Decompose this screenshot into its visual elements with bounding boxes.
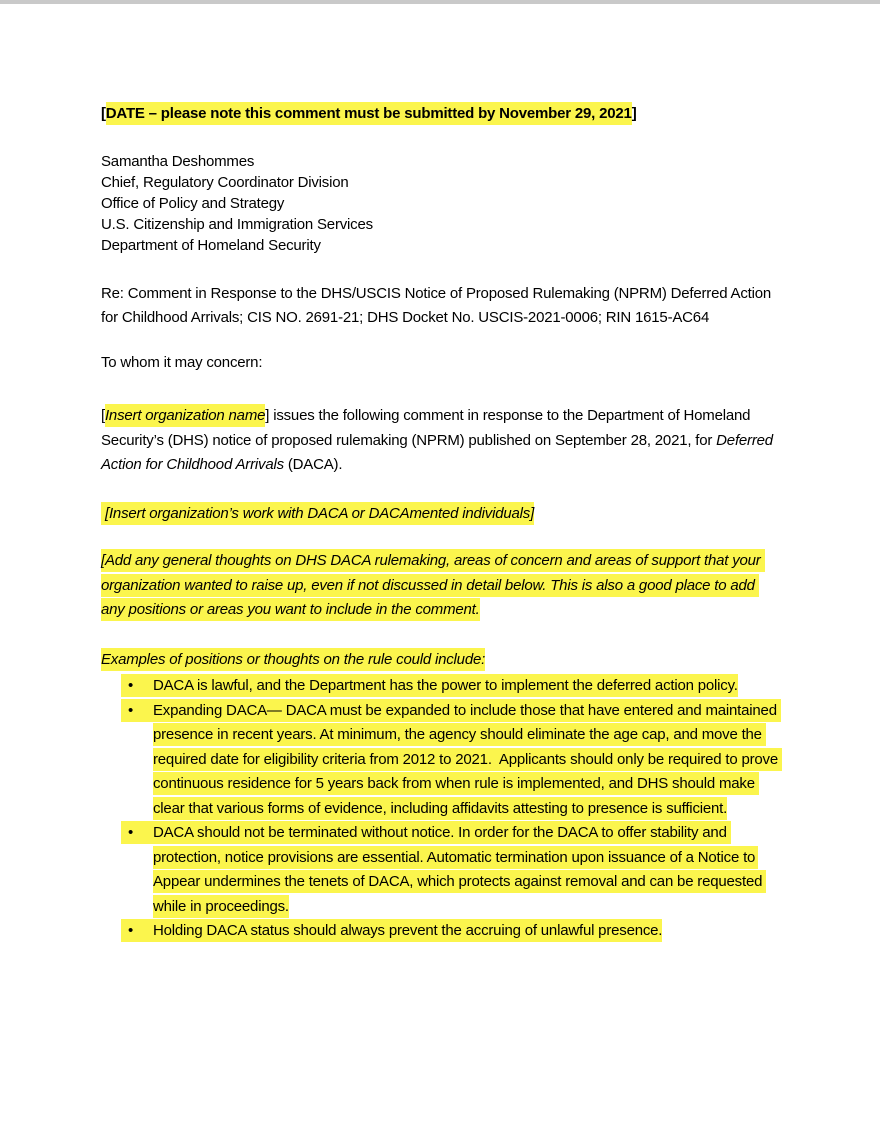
- date-line: [101, 102, 781, 127]
- recipient-name: Samantha Deshommes: [101, 152, 255, 170]
- bullet-marker: •: [128, 677, 134, 694]
- intro-text: ] issues the following comment in response to the Department of Homeland Security’s (DHS) notice of proposed rulemaking (NPRM) published on September 28, 2021, for: [101, 407, 755, 449]
- recipient-office: Office of Policy and Strategy: [101, 194, 285, 212]
- list-item: [101, 674, 781, 699]
- list-item: [101, 821, 781, 919]
- list-item-highlight: [121, 674, 738, 697]
- bullet-text: Expanding DACA— DACA must be expanded to include those that have entered and maintained presence in recent years. At minimum, the agency should eliminate the age cap, and move the required date for eligibility criteria from 2012 to 2021. Applicants should only be required to prove continuous residence for 5 years back from when rule is implemented, and DHS should make clear that various forms of evidence, including affidavits attesting to presence is sufficient.: [153, 701, 782, 817]
- bullet-text: Holding DACA status should always prevent the accruing of unlawful presence.: [153, 922, 663, 939]
- salutation: To whom it may concern:: [101, 353, 263, 371]
- letter-body: [0, 4, 880, 944]
- list-item: [101, 699, 781, 822]
- org-work-placeholder: [101, 502, 781, 527]
- date-placeholder-highlight: DATE – please note this comment must be submitted by November 29, 2021: [106, 102, 632, 125]
- examples-intro-highlight: Examples of positions or thoughts on the rule could include:: [101, 648, 485, 671]
- document-page: [0, 4, 880, 1140]
- bullet-text: DACA is lawful, and the Department has the power to implement the deferred action policy.: [153, 677, 738, 694]
- bullet-text: DACA should not be terminated without notice. In order for the DACA to offer stability and protection, notice provisions are essential. Automatic termination upon issuance of a Notice to Appear undermines the tenets of DACA, which protects against removal and can be requested while in proceedings.: [153, 824, 767, 915]
- list-item-highlight: [121, 821, 766, 918]
- recipient-agency: U.S. Citizenship and Immigration Services: [101, 215, 373, 233]
- subject-line: Re: Comment in Response to the DHS/USCIS Notice of Proposed Rulemaking (NPRM) Deferred Action for Childhood Arrivals; CIS NO. 2691-21; DHS Docket No. USCIS-2021-0006; RIN 1615-AC64: [101, 284, 775, 326]
- examples-intro: [101, 648, 781, 673]
- list-item-highlight: [121, 699, 782, 820]
- intro-paragraph: [101, 404, 781, 478]
- general-thoughts-highlight: [Add any general thoughts on DHS DACA rulemaking, areas of concern and areas of support that your organization wanted to raise up, even if not discussed in detail below. This is also a good place to add any positions or areas you want to include in the comment.: [101, 549, 765, 621]
- recipient-title: Chief, Regulatory Coordinator Division: [101, 173, 349, 191]
- recipient-department: Department of Homeland Security: [101, 236, 321, 254]
- bullet-marker: •: [128, 701, 134, 719]
- recipient-address: [101, 151, 781, 256]
- general-thoughts-placeholder: [101, 549, 781, 623]
- org-work-placeholder-highlight: [Insert organization’s work with DACA or DACAmented individuals]: [101, 502, 534, 525]
- org-name-placeholder: Insert organization name: [105, 404, 265, 427]
- list-item: [101, 919, 781, 944]
- intro-open-bracket: [: [101, 407, 105, 424]
- list-item-highlight: [121, 919, 662, 942]
- positions-list: [101, 674, 781, 944]
- intro-ending: (DACA).: [283, 456, 343, 473]
- date-close-bracket: ]: [631, 105, 637, 122]
- rule-title-italic: Deferred Action for Childhood Arrivals: [101, 431, 777, 473]
- bullet-marker: •: [128, 922, 134, 939]
- date-open-bracket: [: [101, 105, 106, 122]
- bullet-marker: •: [128, 824, 134, 841]
